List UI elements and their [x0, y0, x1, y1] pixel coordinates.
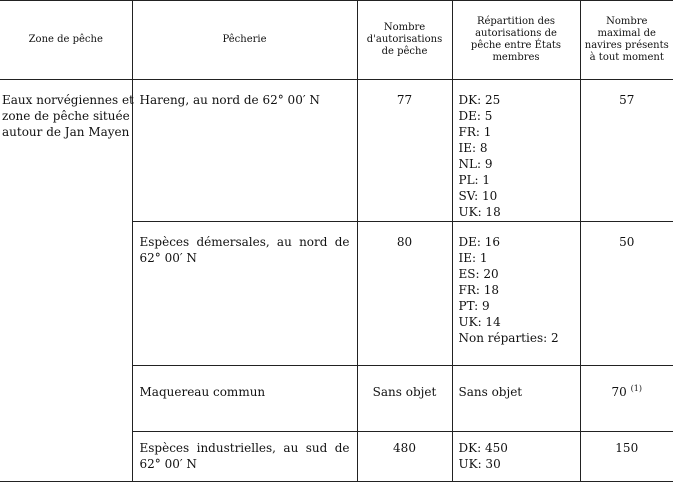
zone-cell: Eaux norvégiennes et zone de pêche située autour de Jan Mayen: [0, 80, 132, 482]
allocation-cell: DE: 16 IE: 1 ES: 20 FR: 18 PT: 9 UK: 14 Non réparties: 2: [452, 222, 580, 366]
licences-cell: 80: [357, 222, 452, 366]
header-licences: Nombre d'autorisations de pêche: [357, 1, 452, 80]
max-vessels-value: 70: [611, 385, 627, 399]
fishery-cell: Espèces industrielles, au sud de 62° 00′ N: [132, 432, 357, 482]
fishery-cell: Hareng, au nord de 62° 00′ N: [132, 80, 357, 222]
max-vessels-cell: 50: [619, 235, 635, 249]
header-allocation: Répartition des autorisations de pêche entre États membres: [452, 1, 580, 80]
header-max-vessels: Nombre maximal de navires présents à tout moment: [584, 16, 669, 63]
max-vessels-cell: [580, 366, 673, 432]
table-row: [0, 80, 673, 222]
allocation-cell: Sans objet: [452, 366, 580, 432]
header-row: [0, 1, 673, 80]
allocation-cell: DK: 450 UK: 30: [452, 432, 580, 482]
max-vessels-cell: 57: [619, 93, 635, 107]
header-fishery: Pêcherie: [132, 1, 357, 80]
header-zone: Zone de pêche: [0, 1, 132, 80]
max-vessels-cell: 150: [615, 441, 639, 455]
fishery-cell: Maquereau commun: [132, 366, 357, 432]
licences-cell: 77: [357, 80, 452, 222]
footnote-ref: (1): [630, 384, 642, 393]
fishery-cell: Espèces démersales, au nord de 62° 00′ N: [132, 222, 357, 366]
allocation-cell: DK: 25 DE: 5 FR: 1 IE: 8 NL: 9 PL: 1 SV: 10 UK: 18: [452, 80, 580, 222]
licences-cell: Sans objet: [357, 366, 452, 432]
licences-cell: 480: [357, 432, 452, 482]
